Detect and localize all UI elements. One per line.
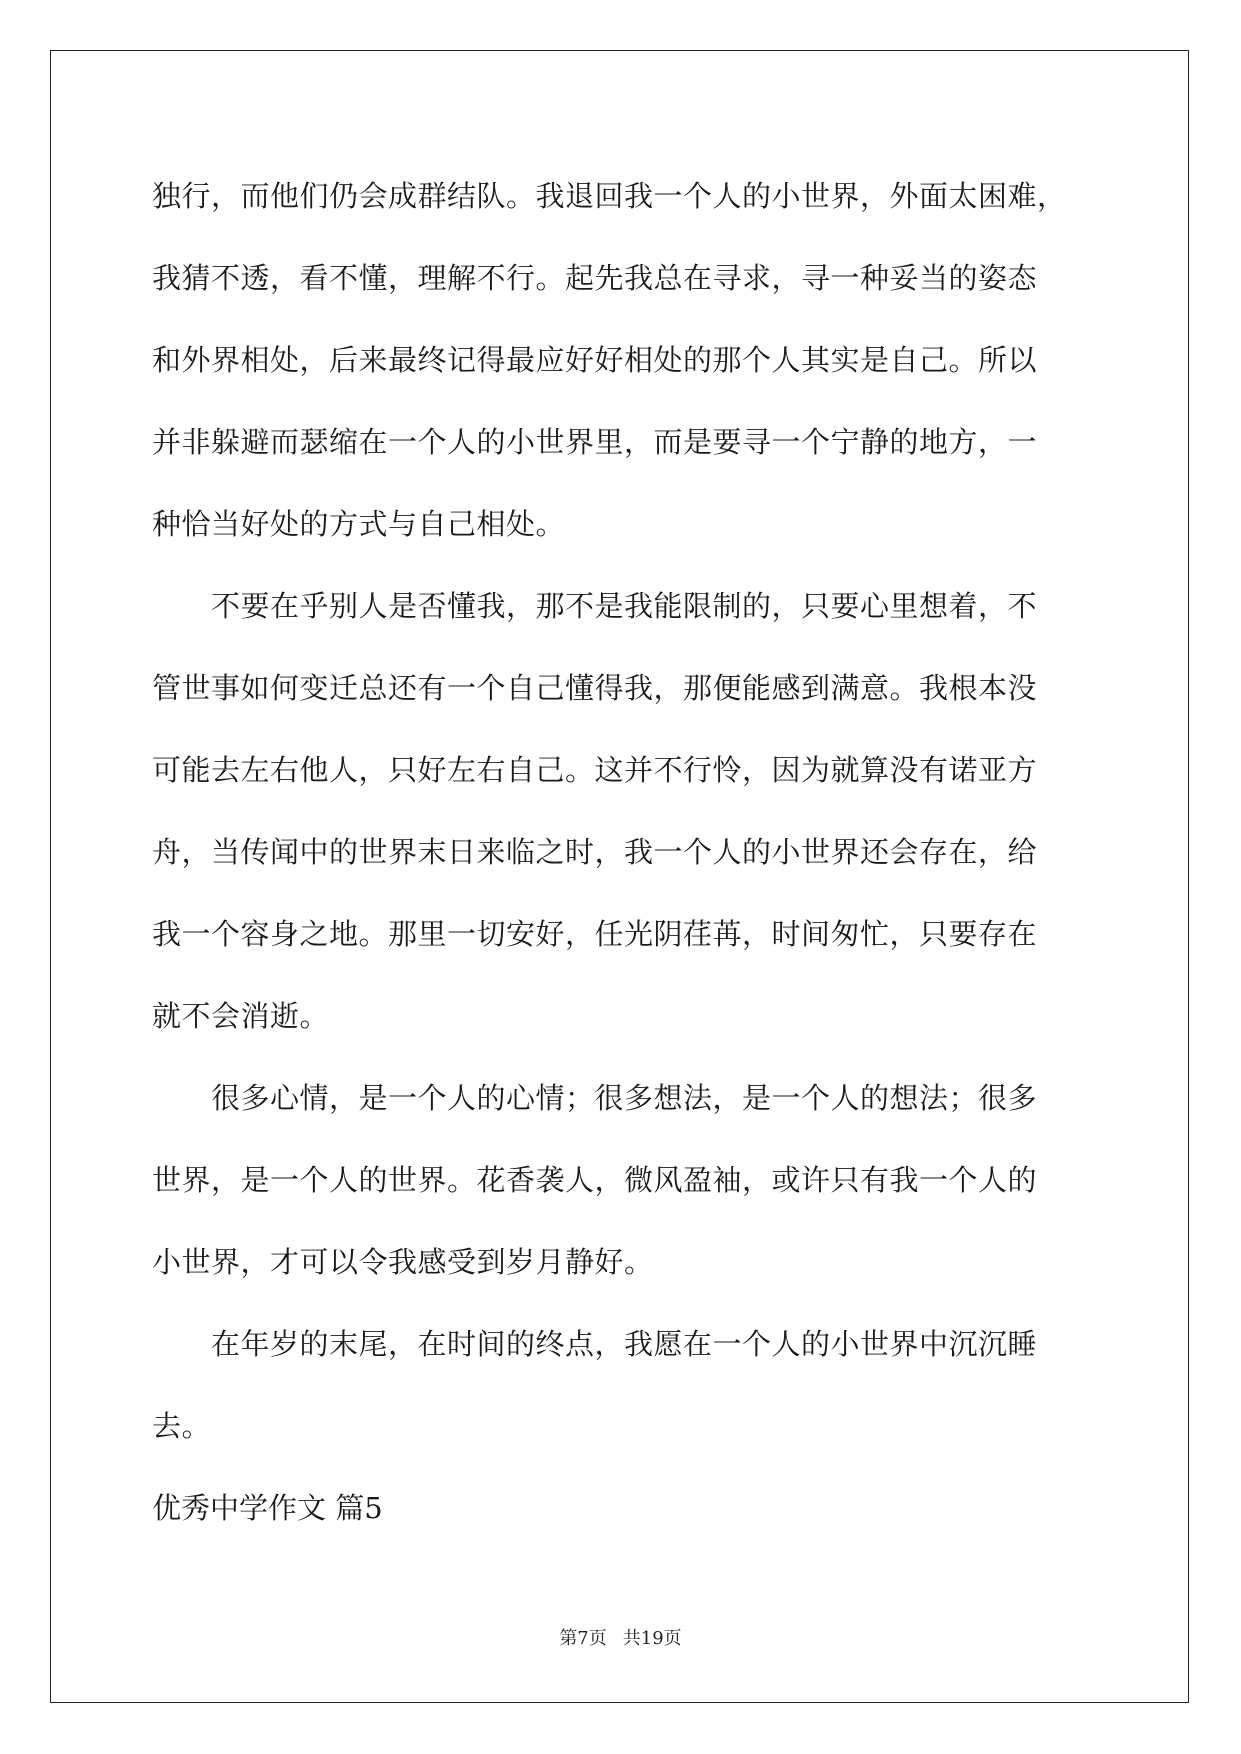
text-line: 舟，当传闻中的世界末日来临之时，我一个人的小世界还会存在，给 xyxy=(152,835,1038,869)
text-line: 我一个容身之地。那里一切安好，任光阴荏苒，时间匆忙，只要存在 xyxy=(152,917,1038,951)
text-line: 和外界相处，后来最终记得最应好好相处的那个人其实是自己。所以 xyxy=(152,343,1038,377)
text-line: 不要在乎别人是否懂我，那不是我能限制的，只要心里想着，不 xyxy=(152,589,1038,623)
text-line: 我猜不透，看不懂，理解不行。起先我总在寻求，寻一种妥当的姿态 xyxy=(152,261,1038,295)
text-line: 世界，是一个人的世界。花香袭人，微风盈袖，或许只有我一个人的 xyxy=(152,1163,1038,1197)
text-line: 就不会消逝。 xyxy=(152,999,330,1033)
text-line: 管世事如何变迁总还有一个自己懂得我，那便能感到满意。我根本没 xyxy=(152,671,1038,705)
text-line: 并非躲避而瑟缩在一个人的小世界里，而是要寻一个宁静的地方，一 xyxy=(152,425,1038,459)
page-footer xyxy=(0,1624,1241,1650)
text-line: 小世界，才可以令我感受到岁月静好。 xyxy=(152,1245,654,1279)
section-heading: 优秀中学作文 篇5 xyxy=(152,1491,383,1525)
text-line: 去。 xyxy=(152,1409,212,1443)
document-body xyxy=(152,155,1092,1549)
text-line: 可能去左右他人，只好左右自己。这并不行怜，因为就算没有诺亚方 xyxy=(152,753,1038,787)
page-total: 共19页 xyxy=(622,1628,682,1649)
text-line: 在年岁的末尾，在时间的终点，我愿在一个人的小世界中沉沉睡 xyxy=(152,1327,1038,1361)
page-number: 第7页 xyxy=(559,1628,607,1649)
text-line: 种恰当好处的方式与自己相处。 xyxy=(152,507,566,541)
text-line: 很多心情，是一个人的心情；很多想法，是一个人的想法；很多 xyxy=(152,1081,1038,1115)
text-line: 独行，而他们仍会成群结队。我退回我一个人的小世界，外面太困难， xyxy=(152,179,1067,213)
